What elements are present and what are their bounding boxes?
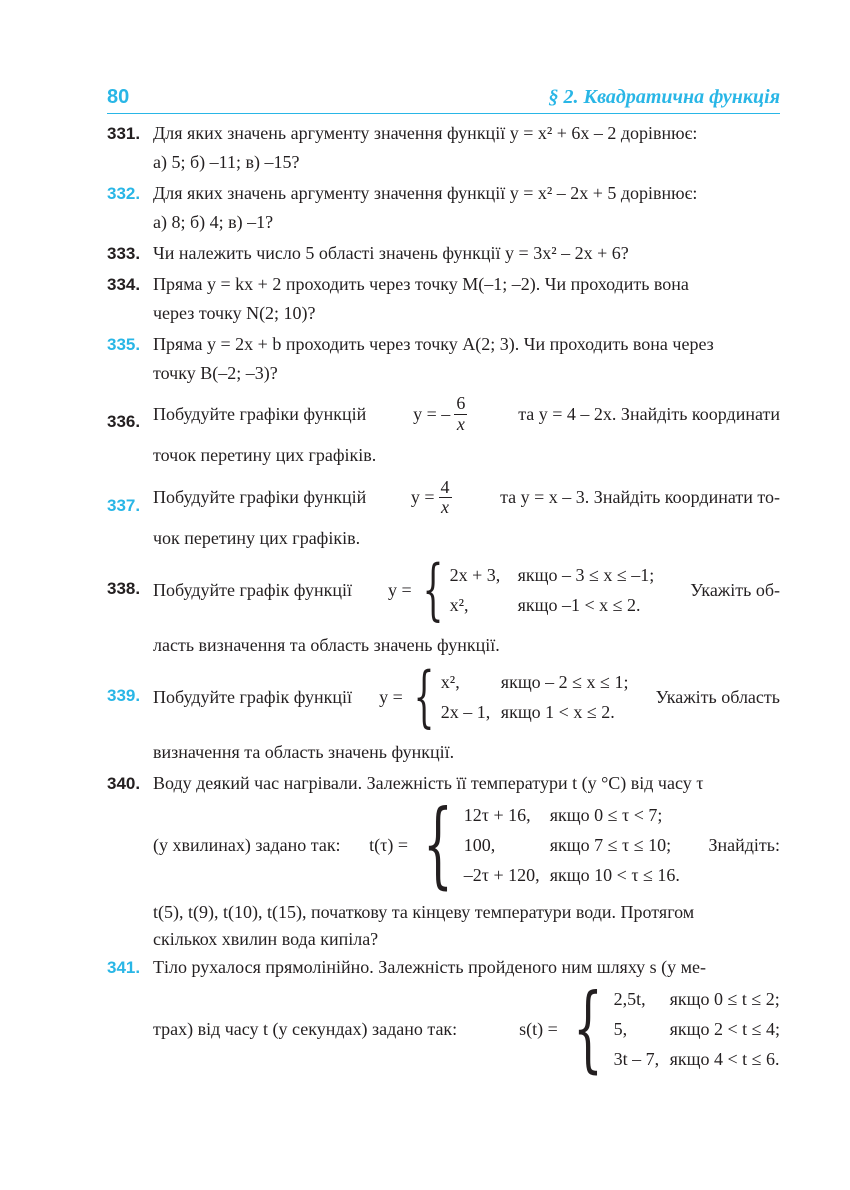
case-cond: якщо 0 ≤ τ < 7; xyxy=(549,805,663,826)
problem-text: Пряма y = kx + 2 проходить через точку M(–1; –2). Чи проходить вона xyxy=(153,274,689,294)
problem-formula-row xyxy=(153,790,780,900)
formula-lhs: s(t) = xyxy=(519,1018,558,1039)
piecewise-formula xyxy=(387,551,655,629)
problem-text-cont: скількох хвилин вода кипіла? xyxy=(153,929,379,950)
case-cond: якщо – 3 ≤ x ≤ –1; xyxy=(517,565,655,586)
formula-lhs: y = xyxy=(379,686,403,707)
case-cond: якщо 2 < t ≤ 4; xyxy=(669,1019,780,1040)
problem-list xyxy=(107,119,780,1084)
problem-number: 339. xyxy=(107,686,141,706)
problem-tail: Укажіть область xyxy=(655,686,780,707)
case-row xyxy=(614,984,780,1014)
case-cond: якщо 4 < t ≤ 6. xyxy=(669,1049,780,1070)
section-title: § 2. Квадратична функція xyxy=(548,86,780,108)
problem-333 xyxy=(107,239,780,268)
problem-number: 336. xyxy=(107,412,141,431)
header-rule xyxy=(107,113,780,114)
case-expr: 5, xyxy=(613,1019,628,1040)
case-row xyxy=(441,697,629,727)
problem-tail: та y = x – 3. Знайдіть координати то- xyxy=(500,487,780,508)
formula-lhs: y = – xyxy=(413,403,451,424)
problem-text: Пряма y = 2x + b проходить через точку A(2; 3). Чи проходить вона через xyxy=(153,334,714,354)
case-expr: x², xyxy=(449,595,469,616)
fraction-denominator: x xyxy=(456,413,465,434)
problem-tail: Знайдіть: xyxy=(708,834,780,855)
problem-tail: та y = 4 – 2x. Знайдіть координати xyxy=(518,403,780,424)
problem-number: 331. xyxy=(107,124,141,143)
problem-number: 337. xyxy=(107,495,141,515)
problem-text-cont: ласть визначення та область значень функції. xyxy=(153,635,500,656)
problem-339 xyxy=(107,658,780,767)
fraction xyxy=(439,478,452,519)
problem-text: Для яких значень аргументу значення функції y = x² + 6x – 2 дорівнює: xyxy=(153,123,698,143)
case-row xyxy=(464,860,680,890)
problem-text xyxy=(153,551,780,629)
problem-tail: Укажіть об- xyxy=(690,579,780,600)
case-expr: 2x + 3, xyxy=(449,565,501,586)
cases xyxy=(416,551,655,629)
case-row xyxy=(450,590,655,620)
left-brace: { xyxy=(422,551,444,629)
problem-lead: (у хвилинах) задано так: xyxy=(153,834,341,855)
cases xyxy=(412,790,680,900)
problem-number: 334. xyxy=(107,275,141,294)
problem-334 xyxy=(107,270,780,328)
case-expr: 100, xyxy=(463,835,496,856)
case-row xyxy=(614,1044,780,1074)
formula-lhs: t(τ) = xyxy=(369,834,408,855)
problem-text: Тіло рухалося прямолінійно. Залежність пройденого ним шляху s (у ме- xyxy=(153,957,707,978)
left-brace: { xyxy=(572,974,603,1084)
problem-number: 333. xyxy=(107,244,141,263)
problem-text xyxy=(153,658,780,736)
case-expr: 3t – 7, xyxy=(613,1049,660,1070)
case-expr: –2τ + 120, xyxy=(463,865,540,886)
problem-lead: Побудуйте графік функції xyxy=(153,579,352,600)
left-brace: { xyxy=(413,658,435,736)
problem-number: 338. xyxy=(107,579,141,599)
case-expr: 2,5t, xyxy=(613,989,646,1010)
case-row xyxy=(450,560,655,590)
problem-text-cont: точку B(–2; –3)? xyxy=(153,363,278,383)
problem-text-cont: чок перетину цих графіків. xyxy=(153,528,361,549)
problem-331 xyxy=(107,119,780,177)
fraction-denominator: x xyxy=(441,497,449,518)
case-row xyxy=(441,667,629,697)
problem-number: 335. xyxy=(107,335,141,354)
problem-337 xyxy=(107,478,780,554)
formula-lhs: y = xyxy=(410,487,435,508)
problem-lead: Побудуйте графік функції xyxy=(153,686,352,707)
problem-335 xyxy=(107,330,780,388)
problem-text-cont: визначення та область значень функції. xyxy=(153,742,455,763)
problem-340 xyxy=(107,769,780,951)
piecewise-formula xyxy=(519,974,780,1084)
problem-text xyxy=(153,478,780,519)
problem-336 xyxy=(107,394,780,470)
problem-332 xyxy=(107,179,780,237)
case-cond: якщо 10 < τ ≤ 16. xyxy=(549,865,680,886)
piecewise-formula xyxy=(369,790,680,900)
problem-options: а) 8; б) 4; в) –1? xyxy=(153,212,274,232)
problem-text-cont: через точку N(2; 10)? xyxy=(153,303,316,323)
cases xyxy=(562,974,780,1084)
problem-341 xyxy=(107,953,780,1084)
problem-338 xyxy=(107,551,780,660)
problem-lead: Побудуйте графіки функцій xyxy=(153,403,367,424)
formula xyxy=(413,394,471,435)
case-cond: якщо 1 < x ≤ 2. xyxy=(500,702,615,723)
piecewise-formula xyxy=(379,658,629,736)
problem-text: Для яких значень аргументу значення функції y = x² – 2x + 5 дорівнює: xyxy=(153,183,698,203)
case-row xyxy=(464,800,680,830)
case-cond: якщо –1 < x ≤ 2. xyxy=(517,595,641,616)
fraction-numerator: 6 xyxy=(456,393,466,413)
problem-text: Чи належить число 5 області значень функції y = 3x² – 2x + 6? xyxy=(153,243,629,263)
case-row xyxy=(614,1014,780,1044)
fraction xyxy=(454,394,467,435)
problem-lead: трах) від часу t (у секундах) задано так: xyxy=(153,1018,458,1039)
problem-options: а) 5; б) –11; в) –15? xyxy=(153,152,300,172)
problem-text xyxy=(153,394,780,435)
case-expr: x², xyxy=(440,672,460,693)
cases xyxy=(407,658,629,736)
page-header xyxy=(107,86,780,114)
problem-formula-row xyxy=(153,974,780,1084)
fraction-numerator: 4 xyxy=(440,476,450,497)
page-number: 80 xyxy=(107,86,130,108)
problem-text: Воду деякий час нагрівали. Залежність її температури t (у °C) від часу τ xyxy=(153,773,704,794)
case-cond: якщо 0 ≤ t ≤ 2; xyxy=(669,989,780,1010)
problem-text-cont: t(5), t(9), t(10), t(15), початкову та кінцеву температури води. Протягом xyxy=(153,902,695,923)
case-expr: 12τ + 16, xyxy=(463,805,531,826)
case-cond: якщо – 2 ≤ x ≤ 1; xyxy=(500,672,629,693)
left-brace: { xyxy=(422,790,453,900)
problem-number: 332. xyxy=(107,184,141,203)
problem-text-cont: точок перетину цих графіків. xyxy=(153,444,377,465)
formula-lhs: y = xyxy=(387,579,412,600)
case-cond: якщо 7 ≤ τ ≤ 10; xyxy=(549,835,672,856)
problem-lead: Побудуйте графіки функцій xyxy=(153,487,367,508)
formula xyxy=(411,478,456,519)
case-expr: 2x – 1, xyxy=(440,702,491,723)
case-row xyxy=(464,830,680,860)
problem-number: 340. xyxy=(107,774,141,794)
problem-number: 341. xyxy=(107,958,141,978)
